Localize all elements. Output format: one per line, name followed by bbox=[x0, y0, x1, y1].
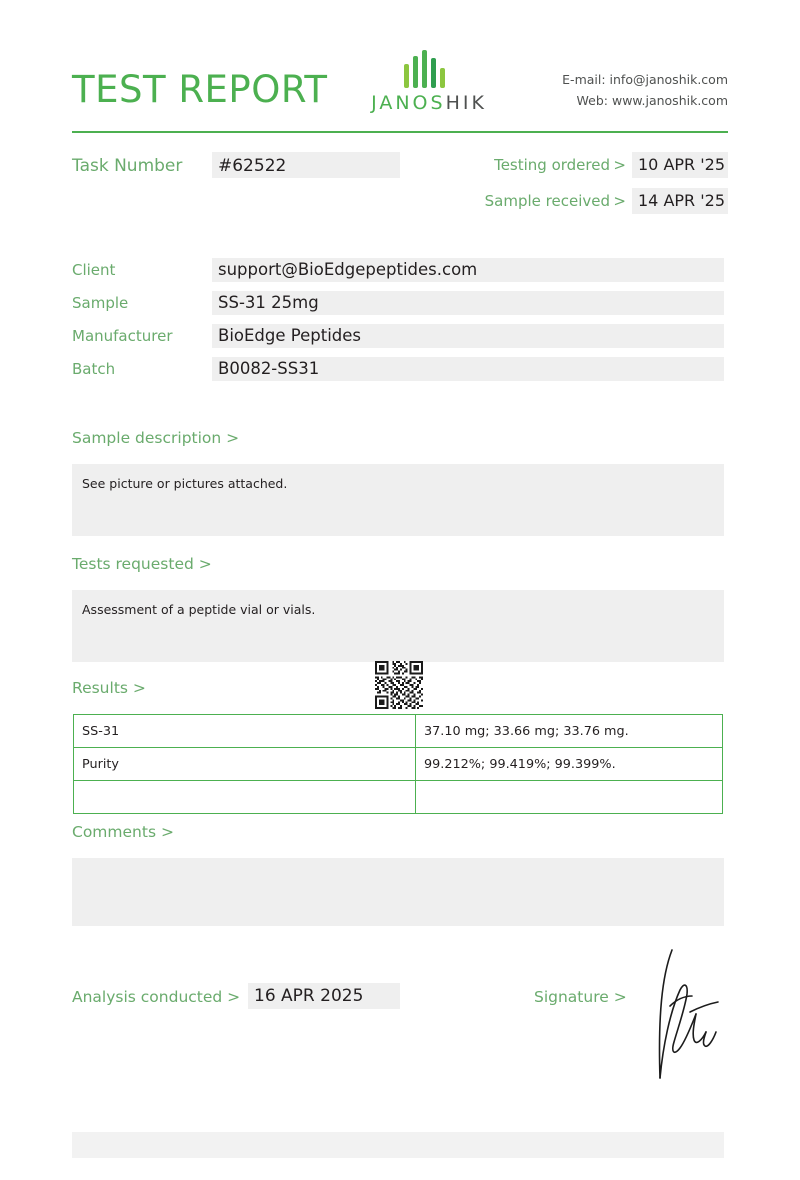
task-number-value: #62522 bbox=[212, 152, 400, 178]
sample-description-title: Sample description > bbox=[72, 429, 240, 447]
result-name: SS-31 bbox=[74, 715, 416, 748]
analysis-conducted-value: 16 APR 2025 bbox=[248, 983, 400, 1009]
batch-value: B0082-SS31 bbox=[212, 357, 724, 381]
manufacturer-label: Manufacturer bbox=[72, 327, 173, 345]
testing-ordered-row bbox=[440, 152, 728, 182]
comments-box bbox=[72, 858, 724, 926]
testing-ordered-caret: > bbox=[613, 156, 626, 174]
logo-wordmark bbox=[344, 92, 514, 114]
info-row bbox=[72, 291, 724, 315]
info-row bbox=[72, 258, 724, 282]
info-block bbox=[72, 258, 724, 390]
logo-wordmark-first: JANOS bbox=[371, 92, 446, 114]
sample-value: SS-31 25mg bbox=[212, 291, 724, 315]
testing-ordered-value: 10 APR '25 bbox=[632, 152, 728, 178]
sample-description-text: See picture or pictures attached. bbox=[82, 476, 288, 491]
analysis-conducted-label: Analysis conducted > bbox=[72, 988, 241, 1006]
handwritten-signature bbox=[640, 946, 750, 1086]
sample-received-value: 14 APR '25 bbox=[632, 188, 728, 214]
client-value: support@BioEdgepeptides.com bbox=[212, 258, 724, 282]
tests-requested-box bbox=[72, 590, 724, 662]
result-name: Purity bbox=[74, 748, 416, 781]
result-value: 99.212%; 99.419%; 99.399%. bbox=[416, 748, 723, 781]
contact-web: Web: www.janoshik.com bbox=[576, 92, 728, 108]
signature-label: Signature > bbox=[534, 988, 627, 1006]
table-row bbox=[74, 748, 723, 781]
footer-note bbox=[72, 1098, 724, 1122]
janoshik-logo bbox=[344, 48, 514, 114]
logo-wordmark-second: HIK bbox=[445, 92, 487, 114]
contact-email: E-mail: info@janoshik.com bbox=[562, 72, 728, 87]
results-table bbox=[73, 714, 723, 814]
sample-received-label: Sample received bbox=[484, 192, 610, 210]
tests-requested-text: Assessment of a peptide vial or vials. bbox=[82, 602, 316, 617]
report-header bbox=[72, 40, 728, 130]
manufacturer-value: BioEdge Peptides bbox=[212, 324, 724, 348]
contact-block bbox=[562, 70, 728, 111]
footer-bar bbox=[72, 1132, 724, 1158]
result-name bbox=[74, 781, 416, 814]
info-row bbox=[72, 357, 724, 381]
tests-requested-title: Tests requested > bbox=[72, 555, 212, 573]
sample-received-caret: > bbox=[613, 192, 626, 210]
info-row bbox=[72, 324, 724, 348]
client-label: Client bbox=[72, 261, 116, 279]
sample-description-box bbox=[72, 464, 724, 536]
result-value bbox=[416, 781, 723, 814]
comments-title: Comments > bbox=[72, 823, 174, 841]
sample-received-row bbox=[440, 188, 728, 218]
table-row bbox=[74, 781, 723, 814]
header-divider bbox=[72, 131, 728, 133]
testing-ordered-label: Testing ordered bbox=[494, 156, 610, 174]
table-row bbox=[74, 715, 723, 748]
qr-code-icon bbox=[374, 661, 424, 709]
sample-label: Sample bbox=[72, 294, 129, 312]
dates-block bbox=[440, 152, 728, 224]
result-value: 37.10 mg; 33.66 mg; 33.76 mg. bbox=[416, 715, 723, 748]
results-title: Results > bbox=[72, 679, 146, 697]
task-number-label: Task Number bbox=[72, 156, 183, 176]
janoshik-bars-icon bbox=[394, 48, 464, 90]
batch-label: Batch bbox=[72, 360, 116, 378]
page-title: TEST REPORT bbox=[72, 68, 328, 111]
